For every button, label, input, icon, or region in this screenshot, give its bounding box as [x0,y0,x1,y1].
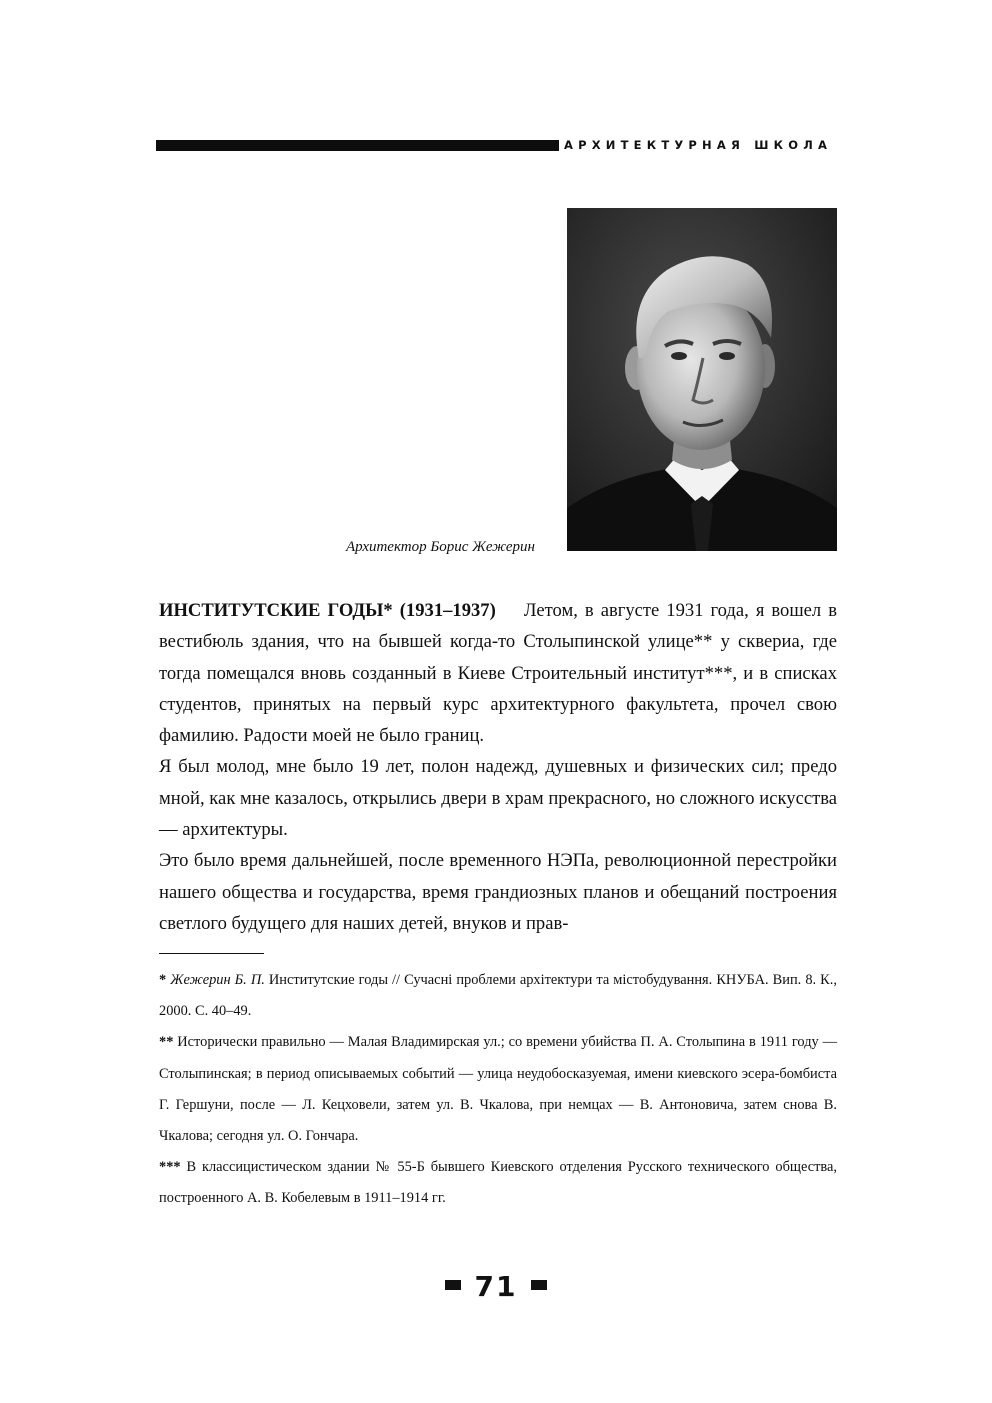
square-ornament-left [445,1280,461,1290]
footnote-author: Жежерин Б. П. [170,972,265,988]
footnote [159,1027,837,1152]
portrait-photo [567,208,837,551]
page-number-text: 71 [474,1270,518,1303]
section-heading: ИНСТИТУТСКИЕ ГОДЫ* (1931–1937) [159,600,496,621]
footnote-text: Институтские годы // Сучасні проблеми архітектури та містобудування. КНУБА. Вип. 8. К., 2000. С. 40–49. [159,972,837,1020]
running-header: АРХИТЕКТУРНАЯ ШКОЛА [564,138,833,152]
footnotes [159,965,837,1215]
paragraph: Я был молод, мне было 19 лет, полон надежд, душевных и физических сил; предо мной, как мне казалось, открылись двери в храм прекрасного, но сложного искусства — архитектуры. [159,756,837,841]
page-number [0,1270,992,1304]
footnote-mark: * [159,972,167,988]
paragraph: Это было время дальнейшей, после временного НЭПа, революционной перестройки нашего общества и государства, время грандиозных планов и обещаний построения светлого будущего для наших детей, внуков и прав- [159,850,837,934]
footnote-text: Исторически правильно — Малая Владимирская ул.; со времени убийства П. А. Столыпина в 1911 году — Столыпинская; в период описываемых событий — улица неудобосказуемая, имени киевского эсера-бомбиста Г. Гершуни, после — Л. Кецховели, затем ул. В. Чкалова, при немцах — В. Антоновича, затем снова В. Чкалова; сегодня ул. О. Гончара. [159,1034,837,1145]
footnote-text: В классицистическом здании № 55-Б бывшего Киевского отделения Русского технического общества, построенного А. В. Кобелевым в 1911–1914 гг. [159,1159,838,1207]
footnote [159,965,837,1027]
footnote-rule [159,953,264,954]
footnote-mark: *** [159,1159,181,1176]
footnote [159,1152,837,1214]
photo-caption: Архитектор Борис Жежерин [345,539,535,555]
paragraph [159,595,837,751]
main-text [159,595,837,939]
square-ornament-right [531,1280,547,1290]
footnote-mark: ** [159,1034,174,1051]
paragraph-text: Летом, в августе 1931 года, я вошел в вестибюль здания, что на бывшей когда-то Столыпинской улице** у сквериа, где тогда помещался вновь созданный в Киеве Строительный институт***, и в списках студентов, принятых на первый курс архитектурного факультета, прочел свою фамилию. Радости моей не было границ. [159,600,837,747]
header-rule [156,140,559,151]
